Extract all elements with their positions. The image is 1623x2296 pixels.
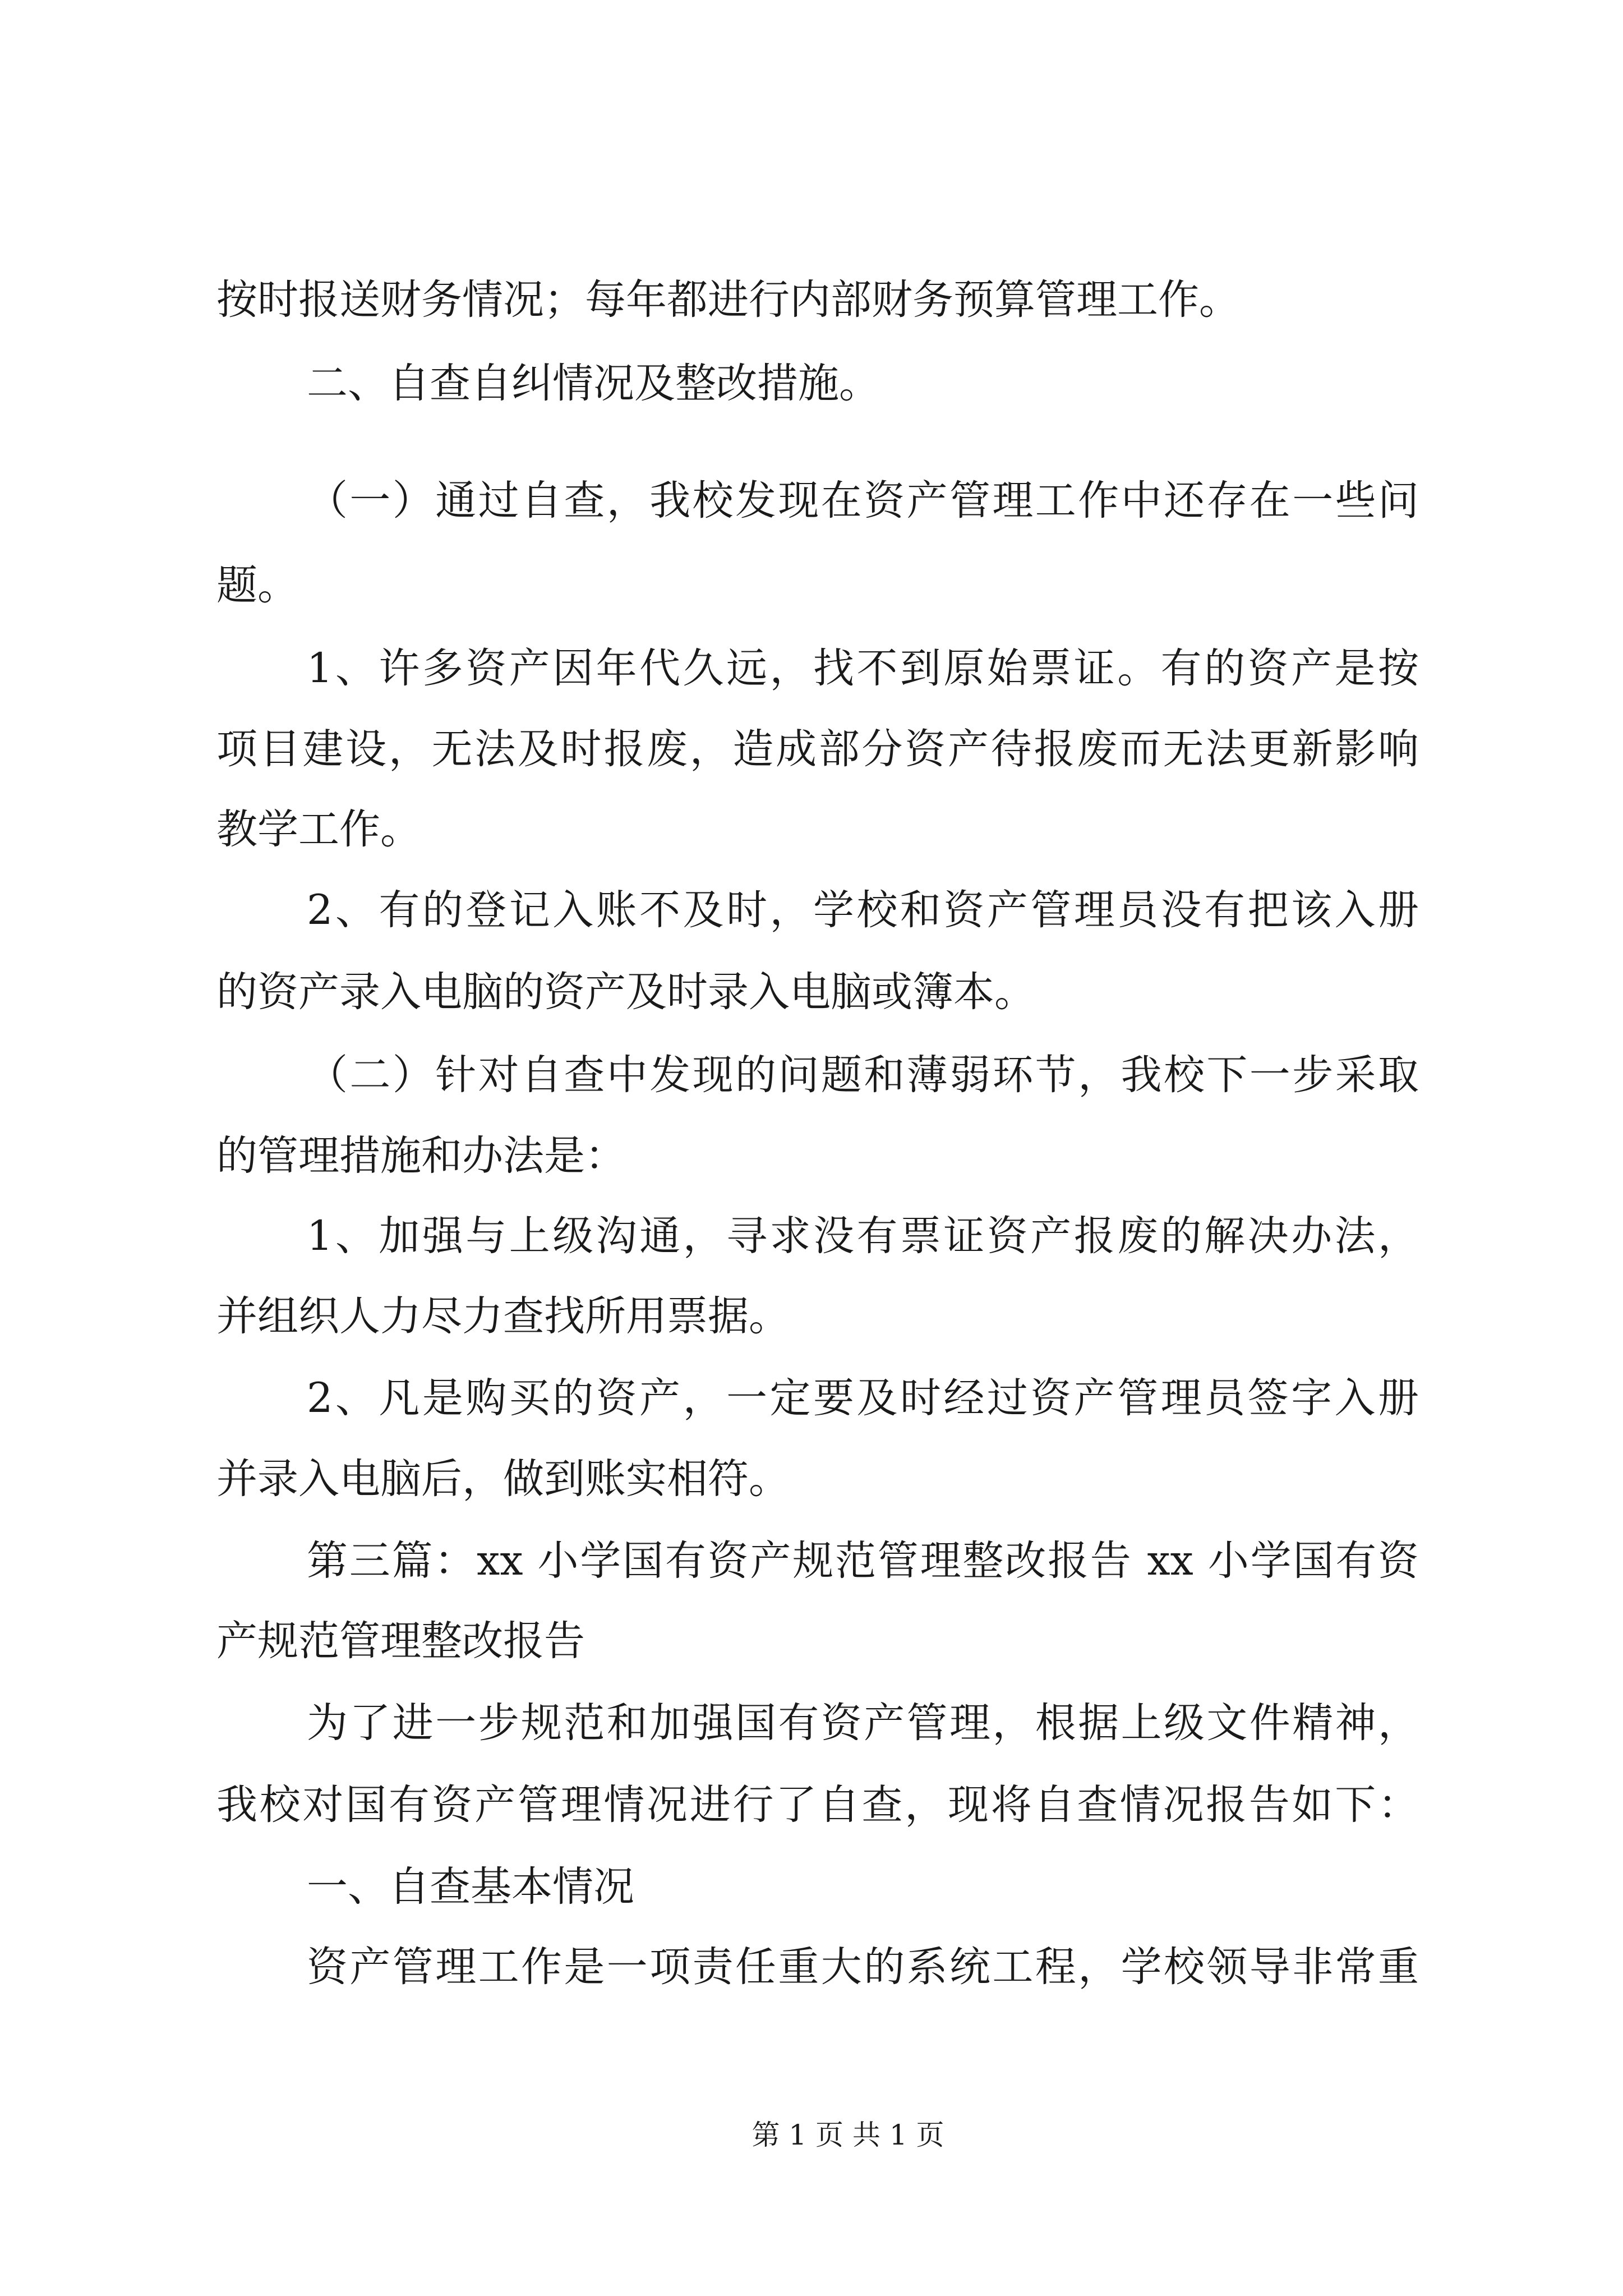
text-line: 并组织人力尽力查找所用票据。 bbox=[216, 1292, 790, 1340]
text-line: 项目建设，无法及时报废，造成部分资产待报废而无法更新影响 bbox=[216, 725, 1419, 773]
text-line: 并录入电脑后，做到账实相符。 bbox=[216, 1455, 790, 1503]
text-line: 一、自查基本情况 bbox=[307, 1863, 634, 1911]
page-footer: 第 1 页 共 1 页 bbox=[751, 2119, 944, 2151]
text-line: 我校对国有资产管理情况进行了自查，现将自查情况报告如下： bbox=[216, 1781, 1419, 1829]
text-line: 题。 bbox=[216, 562, 298, 609]
text-line: 的资产录入电脑的资产及时录入电脑或簿本。 bbox=[216, 968, 1035, 1016]
text-line: 按时报送财务情况；每年都进行内部财务预算管理工作。 bbox=[216, 276, 1240, 324]
text-line: 产规范管理整改报告 bbox=[216, 1617, 585, 1665]
text-line: 的管理措施和办法是： bbox=[216, 1132, 626, 1180]
text-line: 2、有的登记入账不及时，学校和资产管理员没有把该入册 bbox=[307, 886, 1419, 934]
text-line: 2、凡是购买的资产，一定要及时经过资产管理员签字入册 bbox=[307, 1374, 1419, 1422]
text-line: 1、加强与上级沟通，寻求没有票证资产报废的解决办法， bbox=[307, 1212, 1419, 1260]
text-line: 教学工作。 bbox=[216, 806, 421, 853]
text-line: 二、自查自纠情况及整改措施。 bbox=[307, 360, 880, 407]
text-line: 为了进一步规范和加强国有资产管理，根据上级文件精神， bbox=[307, 1699, 1419, 1747]
text-line: 1、许多资产因年代久远，找不到原始票证。有的资产是按 bbox=[307, 645, 1419, 692]
text-line: （二）针对自查中发现的问题和薄弱环节，我校下一步采取 bbox=[307, 1051, 1419, 1099]
text-line: 第三篇：xx 小学国有资产规范管理整改报告 xx 小学国有资 bbox=[307, 1537, 1419, 1585]
text-line: 资产管理工作是一项责任重大的系统工程，学校领导非常重 bbox=[307, 1943, 1419, 1991]
text-line: （一）通过自查，我校发现在资产管理工作中还存在一些问 bbox=[307, 477, 1419, 524]
